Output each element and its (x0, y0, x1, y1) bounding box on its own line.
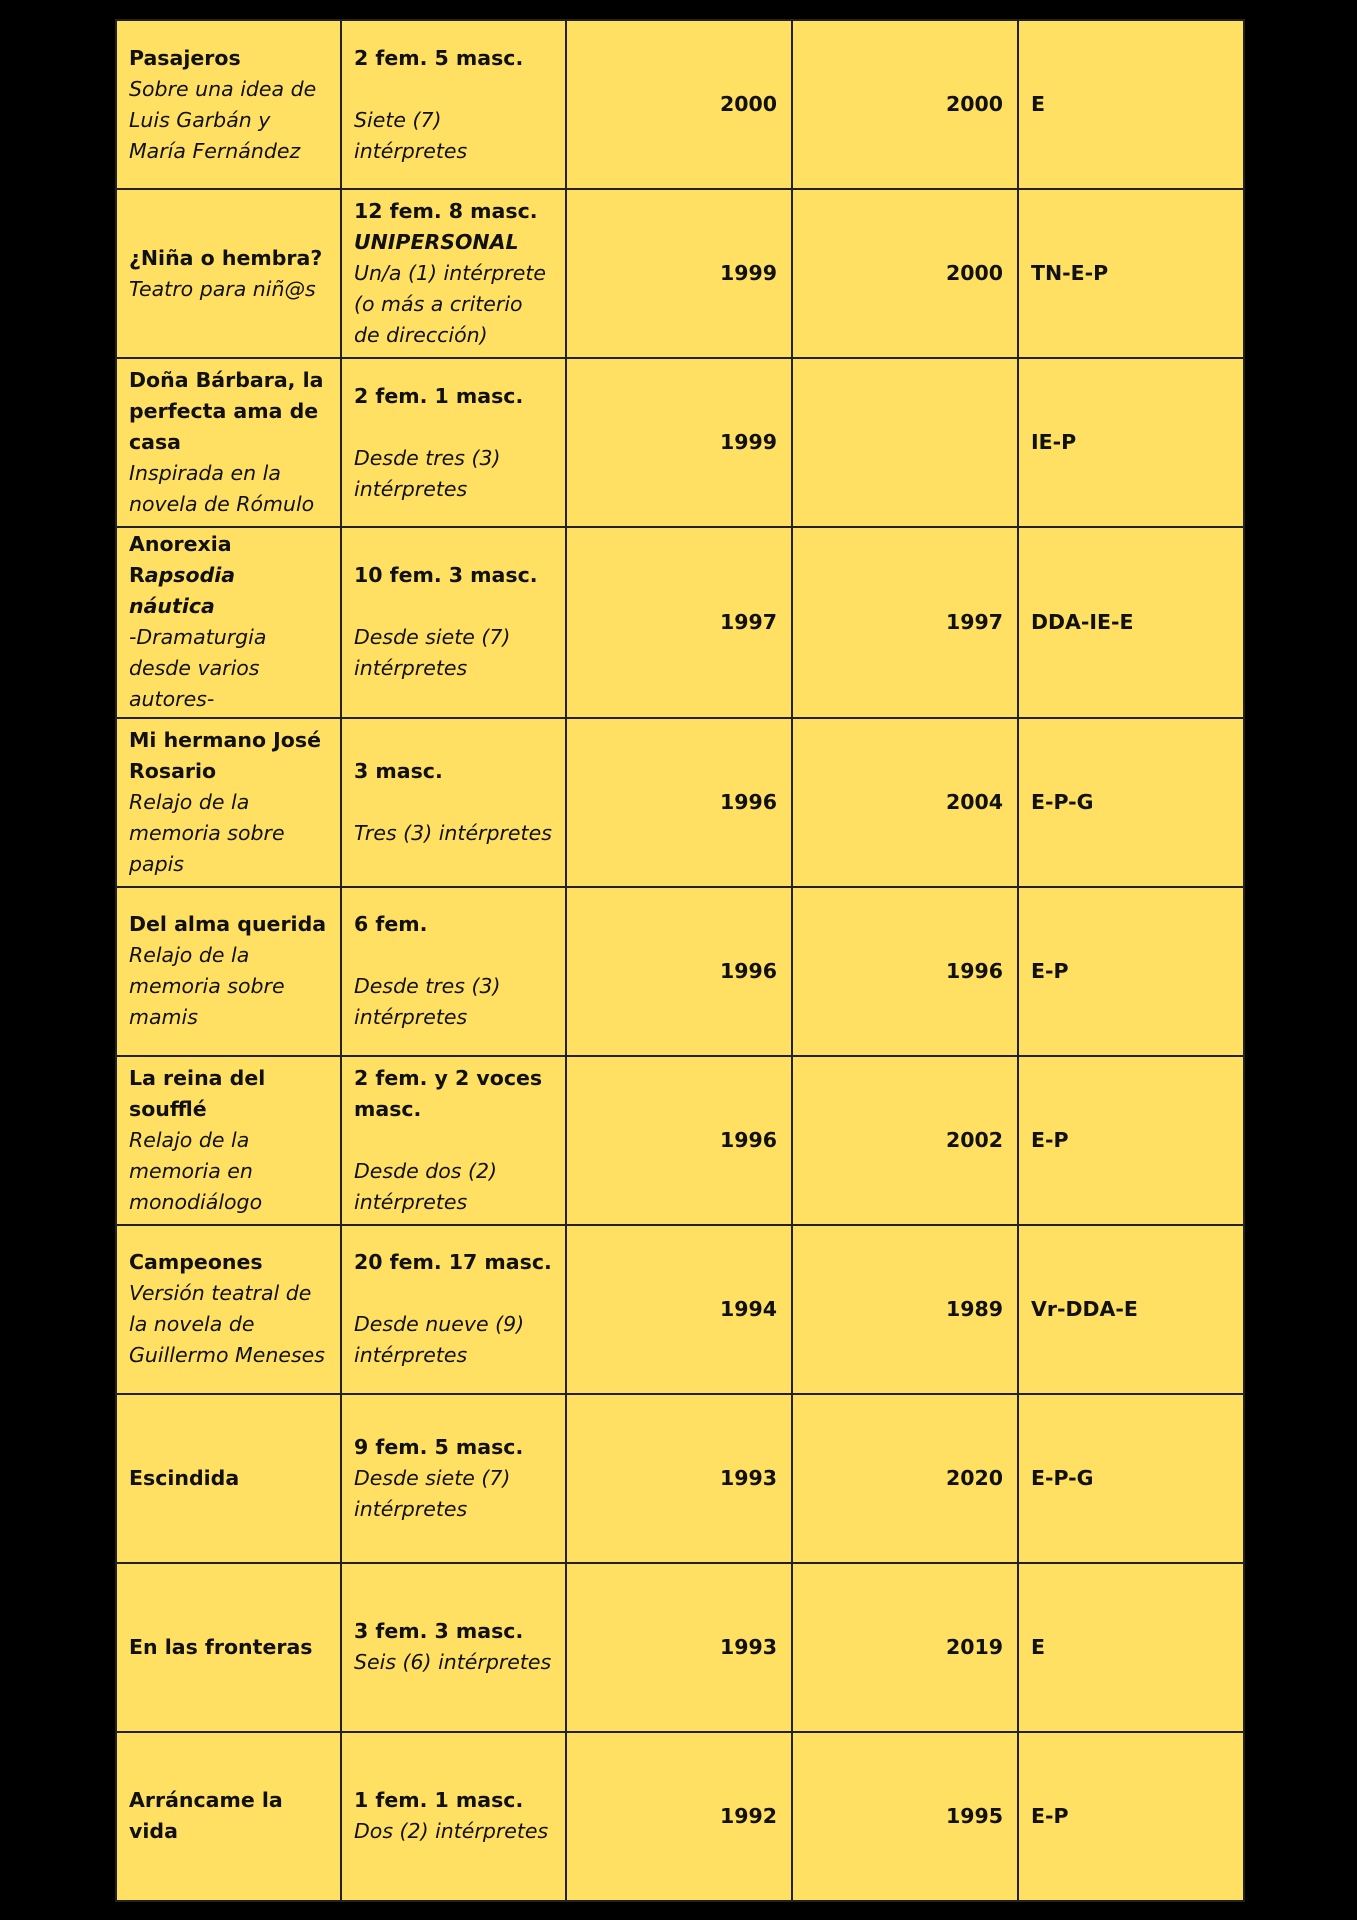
table-row (116, 1732, 1244, 1901)
performers-note: Tres (3) intérpretes (354, 820, 552, 845)
table-row (116, 527, 1244, 717)
work-subtitle: -Dramaturgia desde varios autores- (129, 625, 267, 712)
title-cell (116, 1563, 341, 1732)
genre-code: E-P-G (1018, 718, 1244, 887)
year-premiere: 1996 (792, 887, 1018, 1056)
cast-cell (341, 527, 566, 717)
work-subtitle: Relajo de la memoria sobre papis (129, 789, 285, 876)
work-subtitle: Inspirada en la novela de Rómulo (129, 461, 315, 517)
work-title (129, 529, 328, 622)
works-sheet (115, 19, 1243, 1902)
cast-cell (341, 20, 566, 189)
year-written: 1996 (566, 718, 792, 887)
genre-code: TN-E-P (1018, 189, 1244, 358)
work-title: En las fronteras (129, 1634, 313, 1659)
work-title: Del alma querida (129, 912, 327, 937)
work-subtitle: Relajo de la memoria sobre mamis (129, 943, 285, 1030)
performers-note: Dos (2) intérpretes (354, 1819, 549, 1844)
year-premiere: 1995 (792, 1732, 1018, 1901)
genre-code: Vr-DDA-E (1018, 1225, 1244, 1394)
performers-note: Seis (6) intérpretes (354, 1650, 552, 1675)
year-premiere: 2004 (792, 718, 1018, 887)
year-written: 2000 (566, 20, 792, 189)
performers-note: Desde tres (3) intérpretes (354, 974, 501, 1030)
cast-count: 2 fem. 5 masc. (354, 45, 524, 70)
table-row (116, 887, 1244, 1056)
work-title: Campeones (129, 1250, 263, 1275)
title-cell (116, 1732, 341, 1901)
table-row (116, 1394, 1244, 1563)
year-written: 1994 (566, 1225, 792, 1394)
genre-code: E (1018, 1563, 1244, 1732)
year-written: 1999 (566, 189, 792, 358)
work-title: Pasajeros (129, 45, 241, 70)
table-row (116, 20, 1244, 189)
work-title: Arráncame la vida (129, 1788, 283, 1844)
cast-cell (341, 1056, 566, 1225)
title-cell (116, 718, 341, 887)
year-premiere: 2002 (792, 1056, 1018, 1225)
table-row (116, 1056, 1244, 1225)
genre-code: E (1018, 20, 1244, 189)
year-premiere: 2019 (792, 1563, 1018, 1732)
title-cell (116, 1394, 341, 1563)
performers-note: Un/a (1) intérprete (o más a criterio de dirección) (354, 261, 547, 348)
title-cell (116, 20, 341, 189)
genre-code: E-P (1018, 1732, 1244, 1901)
year-written: 1993 (566, 1394, 792, 1563)
cast-count: 1 fem. 1 masc. (354, 1788, 524, 1813)
year-written: 1993 (566, 1563, 792, 1732)
cast-count: 10 fem. 3 masc. (354, 563, 538, 588)
year-premiere: 2020 (792, 1394, 1018, 1563)
title-cell (116, 887, 341, 1056)
cast-count: 3 masc. (354, 758, 443, 783)
year-written: 1999 (566, 358, 792, 527)
year-written: 1992 (566, 1732, 792, 1901)
title-cell (116, 358, 341, 527)
performers-note: Desde dos (2) intérpretes (354, 1158, 498, 1214)
cast-count: 2 fem. y 2 voces masc. (354, 1065, 543, 1121)
work-title: Doña Bárbara, la perfecta ama de casa (129, 368, 324, 455)
year-written: 1996 (566, 887, 792, 1056)
cast-count: 20 fem. 17 masc. (354, 1250, 552, 1275)
table-row (116, 1563, 1244, 1732)
work-subtitle: Sobre una idea de Luis Garbán y María Fernández (129, 76, 317, 163)
performers-note: Desde tres (3) intérpretes (354, 445, 501, 501)
work-title-italic: apsodia náutica (129, 563, 236, 619)
year-written: 1997 (566, 527, 792, 717)
year-premiere (792, 358, 1018, 527)
genre-code: DDA-IE-E (1018, 527, 1244, 717)
title-cell (116, 1056, 341, 1225)
genre-code: E-P-G (1018, 1394, 1244, 1563)
work-subtitle: Versión teatral de la novela de Guillermo Meneses (129, 1281, 325, 1368)
performers-note: Desde siete (7) intérpretes (354, 625, 511, 681)
cast-cell (341, 718, 566, 887)
work-title-main: Anorexia R (129, 532, 232, 588)
works-table (115, 19, 1245, 1902)
cast-count: 9 fem. 5 masc. (354, 1434, 524, 1459)
table-row (116, 189, 1244, 358)
genre-code: E-P (1018, 1056, 1244, 1225)
performers-note: Siete (7) intérpretes (354, 107, 468, 163)
title-cell (116, 189, 341, 358)
title-cell (116, 1225, 341, 1394)
cast-cell (341, 1563, 566, 1732)
cast-count: 12 fem. 8 masc. (354, 199, 538, 224)
work-title: Escindida (129, 1465, 240, 1490)
cast-count: 6 fem. (354, 912, 428, 937)
performers-note: Desde siete (7) intérpretes (354, 1465, 511, 1521)
cast-count: 3 fem. 3 masc. (354, 1619, 524, 1644)
table-row (116, 358, 1244, 527)
genre-code: E-P (1018, 887, 1244, 1056)
year-premiere: 1989 (792, 1225, 1018, 1394)
cast-cell (341, 1732, 566, 1901)
table-row (116, 718, 1244, 887)
cast-count: 2 fem. 1 masc. (354, 383, 524, 408)
cast-extra: UNIPERSONAL (354, 230, 519, 255)
year-written: 1996 (566, 1056, 792, 1225)
work-title: ¿Niña o hembra? (129, 245, 323, 270)
year-premiere: 2000 (792, 189, 1018, 358)
cast-cell (341, 1225, 566, 1394)
year-premiere: 2000 (792, 20, 1018, 189)
cast-cell (341, 358, 566, 527)
cast-cell (341, 887, 566, 1056)
work-title: Mi hermano José Rosario (129, 727, 321, 783)
genre-code: IE-P (1018, 358, 1244, 527)
work-title: La reina del soufflé (129, 1065, 266, 1121)
cast-cell (341, 1394, 566, 1563)
work-subtitle: Relajo de la memoria en monodiálogo (129, 1127, 263, 1214)
table-row (116, 1225, 1244, 1394)
cast-cell (341, 189, 566, 358)
title-cell (116, 527, 341, 717)
performers-note: Desde nueve (9) intérpretes (354, 1312, 525, 1368)
work-subtitle: Teatro para niñ@s (129, 276, 316, 301)
year-premiere: 1997 (792, 527, 1018, 717)
